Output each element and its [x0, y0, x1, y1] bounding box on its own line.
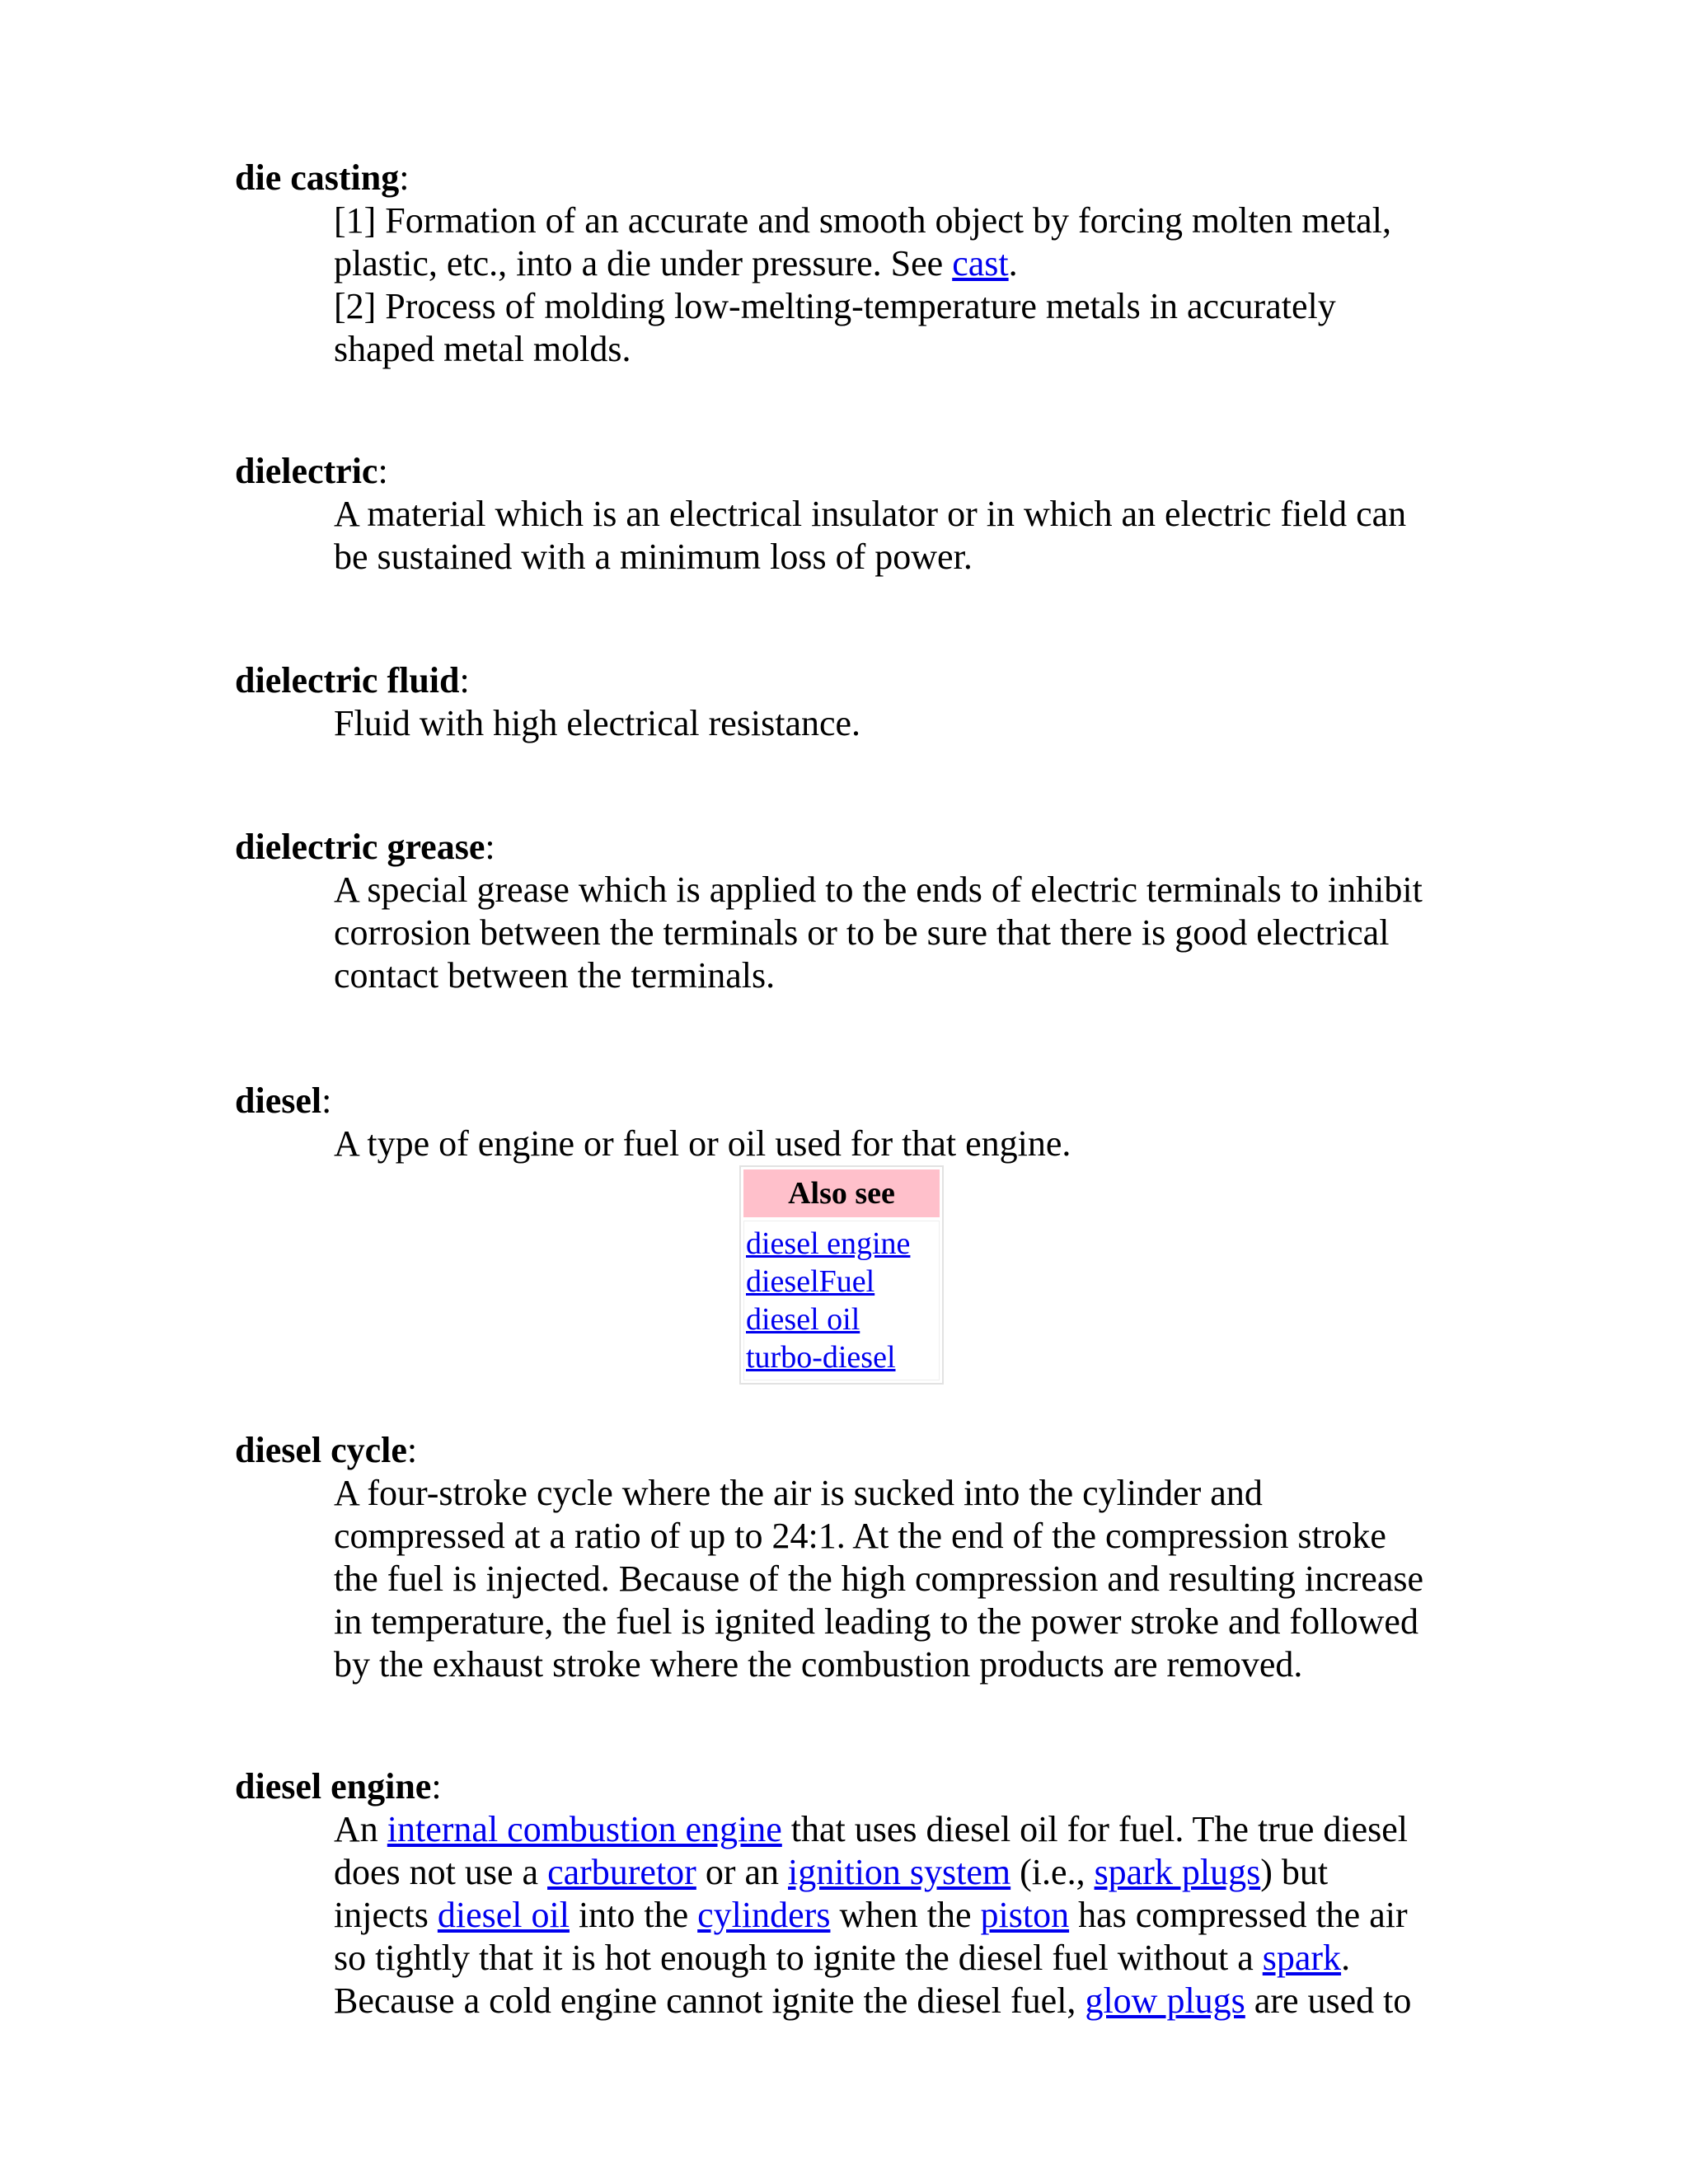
entry-diesel-engine — [235, 1765, 1471, 2022]
link-piston[interactable]: piston — [980, 1895, 1070, 1935]
definition-line: A material which is an electrical insulator or in which an electric field can — [334, 494, 1407, 534]
definition-text: plastic, etc., into a die under pressure. See — [334, 243, 953, 284]
also-see-box — [739, 1165, 944, 1385]
definition-line — [334, 1980, 1471, 2022]
term-dielectric-grease: dielectric grease — [235, 827, 485, 867]
link-glow-plugs[interactable]: glow plugs — [1085, 1980, 1245, 2021]
definition-dielectric — [334, 493, 1471, 579]
definition-text: injects — [334, 1895, 438, 1935]
definition-dielectric-grease — [334, 869, 1471, 997]
term-colon: : — [321, 1080, 332, 1121]
entry-diesel-cycle — [235, 1429, 1471, 1686]
term-colon: : — [377, 451, 388, 491]
also-see-link-dieselfuel[interactable]: dieselFuel — [746, 1264, 875, 1299]
definition-line: [1] Formation of an accurate and smooth object by forcing molten metal, — [334, 200, 1391, 241]
term-line — [235, 1765, 1471, 1808]
definition-line: in temperature, the fuel is ignited leading to the power stroke and followed — [334, 1601, 1418, 1642]
definition-text: so tightly that it is hot enough to ignite the diesel fuel without a — [334, 1938, 1263, 1978]
link-ignition-system[interactable]: ignition system — [788, 1852, 1011, 1892]
definition-line: A special grease which is applied to the ends of electric terminals to inhibit — [334, 869, 1423, 910]
term-diesel-cycle: diesel cycle — [235, 1430, 407, 1470]
also-see-link-diesel-engine[interactable]: diesel engine — [746, 1226, 911, 1261]
definition-text: into the — [569, 1895, 698, 1935]
entry-diesel — [235, 1080, 1471, 1165]
definition-text: are used to — [1245, 1980, 1412, 2021]
definition-dielectric-fluid — [334, 702, 1471, 745]
term-colon: : — [406, 1430, 418, 1470]
term-diesel: diesel — [235, 1080, 322, 1121]
link-carburetor[interactable]: carburetor — [547, 1852, 696, 1892]
definition-text: does not use a — [334, 1852, 548, 1892]
link-cast[interactable]: cast — [952, 243, 1009, 284]
definition-diesel-cycle — [334, 1472, 1471, 1686]
definition-text: that uses diesel oil for fuel. The true diesel — [781, 1809, 1408, 1849]
term-line — [235, 826, 1471, 869]
term-line — [235, 157, 1471, 199]
also-see-link-diesel-oil[interactable]: diesel oil — [746, 1302, 860, 1337]
definition-line: contact between the terminals. — [334, 955, 776, 996]
entry-dielectric — [235, 450, 1471, 579]
definition-text: (i.e., — [1010, 1852, 1095, 1892]
term-colon: : — [399, 157, 410, 198]
definition-line: compressed at a ratio of up to 24:1. At the end of the compression stroke — [334, 1516, 1386, 1556]
definition-line: the fuel is injected. Because of the high compression and resulting increase — [334, 1558, 1424, 1599]
link-spark-plugs[interactable]: spark plugs — [1094, 1852, 1261, 1892]
definition-text: Because a cold engine cannot ignite the diesel fuel, — [334, 1980, 1085, 2021]
term-line — [235, 1080, 1471, 1122]
term-die-casting: die casting — [235, 157, 400, 198]
definition-line: A four-stroke cycle where the air is sucked into the cylinder and — [334, 1473, 1263, 1513]
link-spark[interactable]: spark — [1262, 1938, 1342, 1978]
definition-die-casting — [334, 199, 1471, 371]
term-dielectric-fluid: dielectric fluid — [235, 660, 460, 701]
term-line — [235, 659, 1471, 702]
definition-line: be sustained with a minimum loss of power. — [334, 537, 973, 577]
definition-diesel — [334, 1122, 1471, 1165]
term-diesel-engine: diesel engine — [235, 1766, 432, 1807]
definition-text: has compressed the air — [1069, 1895, 1408, 1935]
term-colon: : — [431, 1766, 442, 1807]
definition-line: shaped metal molds. — [334, 329, 631, 369]
definition-line — [334, 1937, 1471, 1980]
also-see-list — [743, 1221, 940, 1380]
definition-text: or an — [696, 1852, 789, 1892]
link-cylinders[interactable]: cylinders — [697, 1895, 831, 1935]
definition-line — [334, 1851, 1471, 1894]
term-line — [235, 1429, 1471, 1472]
definition-line — [334, 1808, 1471, 1851]
definition-text: . — [1008, 243, 1018, 284]
definition-text: An — [334, 1809, 387, 1849]
term-line — [235, 450, 1471, 493]
definition-line — [334, 1894, 1471, 1937]
link-internal-combustion-engine[interactable]: internal combustion engine — [387, 1809, 782, 1849]
definition-diesel-engine — [334, 1808, 1471, 2022]
definition-text: ) but — [1260, 1852, 1329, 1892]
term-dielectric: dielectric — [235, 451, 378, 491]
definition-line: corrosion between the terminals or to be sure that there is good electrical — [334, 912, 1390, 953]
also-see-link-turbo-diesel[interactable]: turbo-diesel — [746, 1340, 896, 1375]
term-colon: : — [485, 827, 495, 867]
definition-line — [334, 242, 1471, 285]
entry-dielectric-fluid — [235, 659, 1471, 745]
link-diesel-oil[interactable]: diesel oil — [437, 1895, 570, 1935]
entry-dielectric-grease — [235, 826, 1471, 997]
definition-line: [2] Process of molding low-melting-temperature metals in accurately — [334, 286, 1336, 326]
definition-text: when the — [830, 1895, 981, 1935]
also-see-header: Also see — [743, 1169, 940, 1217]
definition-line: A type of engine or fuel or oil used for that engine. — [334, 1123, 1071, 1164]
definition-line: by the exhaust stroke where the combustion products are removed. — [334, 1644, 1303, 1685]
definition-line: Fluid with high electrical resistance. — [334, 703, 861, 743]
definition-text: . — [1341, 1938, 1351, 1978]
entry-die-casting — [235, 157, 1471, 371]
term-colon: : — [459, 660, 470, 701]
